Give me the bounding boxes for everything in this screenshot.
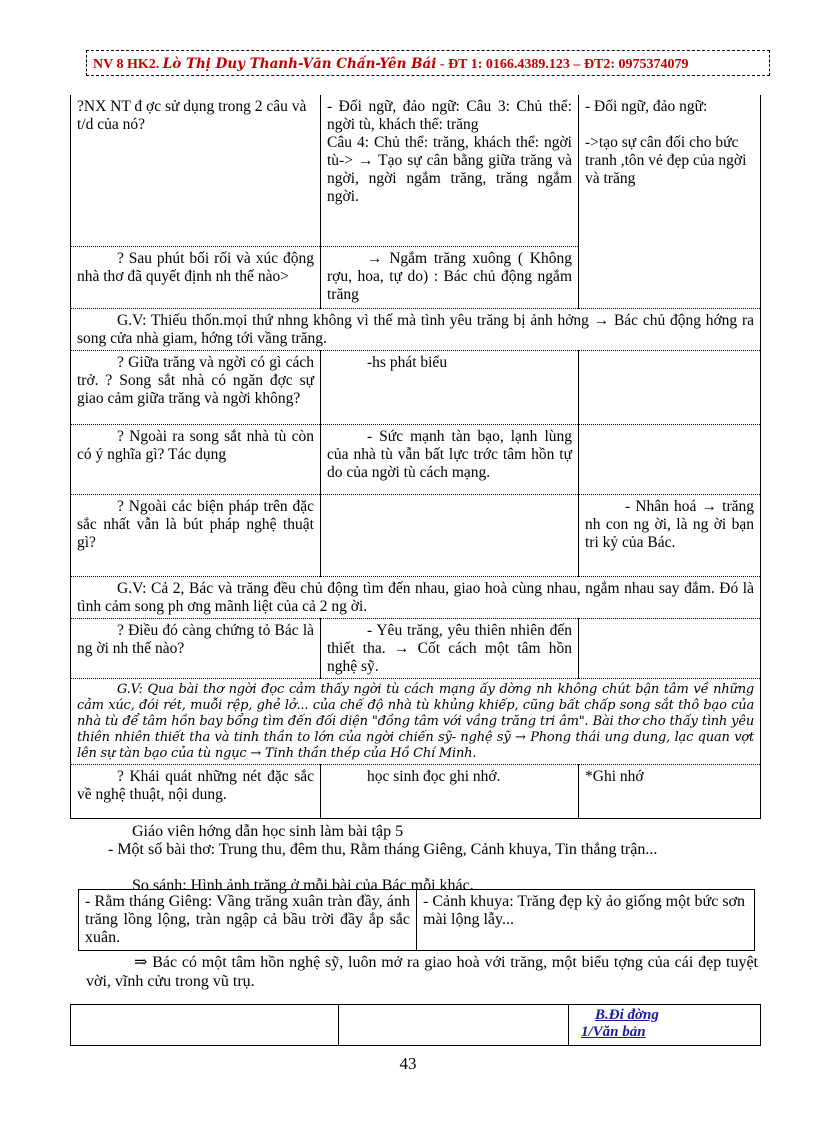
header-code: NV 8 HK2. [93,57,160,72]
table-row [71,424,761,494]
note-cell: *Ghi nhớ [579,764,761,818]
note-cell [579,350,761,424]
table-row [71,678,761,764]
note-cell [579,618,761,678]
compare-left: - Rằm tháng Giêng: Vầng trăng xuân tràn đầy, ánh trăng lồng lộng, tràn ngập cả bầu trời đầy ắp sắc xuân. [79,890,417,951]
empty-cell [339,1005,569,1046]
comparison-table [78,889,755,951]
table-row [71,350,761,424]
table-row [71,95,761,246]
table-row [71,618,761,678]
answer-cell: - Sức mạnh tàn bạo, lạnh lùng của nhà tù vẫn bất lực trớc tâm hồn tự do của ngời tù cách mạng. [321,424,579,494]
page-header [86,50,770,76]
compare-right: - Cảnh khuya: Trăng đẹp kỳ ảo giống một bức sơn mài lộng lẫy... [417,890,755,951]
question-cell: ? Ngoài ra song sắt nhà tù còn có ý nghĩa gì? Tác dụng [71,424,321,494]
table-row [71,764,761,818]
exercise-instruction: Giáo viên hớng dẫn học sinh làm bài tập 5 [132,823,404,840]
teacher-note: G.V: Thiếu thốn.mọi thứ nhng không vì thế mà tình yêu trăng bị ảnh hởng → Bác chủ động hớng ra song cửa nhà giam, hớng tới vầng trăng. [71,308,761,350]
page-number: 43 [399,1054,417,1073]
header-author: Lò Thị Duy Thanh-Văn Chấn-Yên Bái [162,56,437,72]
lesson-table [70,95,761,819]
header-phone1: - ĐT 1: 0166.4389.123 – [439,57,581,72]
poem-list: - Một số bài thơ: Trung thu, đêm thu, Rằm tháng Giêng, Cảnh khuya, Tin thắng trận... [108,841,658,858]
table-row [71,576,761,618]
answer-cell [321,494,579,576]
question-cell: ? Điều đó càng chứng tỏ Bác là ng ời nh thế nào? [71,618,321,678]
note-cell [579,424,761,494]
table-row [71,308,761,350]
answer-cell: - Đối ngữ, đảo ngữ: Câu 3: Chủ thể: ngời tù, khách thể: trăng Câu 4: Chủ thể: trăng, khách thể: ngời tù-> → Tạo sự cân bằng giữa trăng và ngời, ngời ngắm trăng, trăng ngắm ngời. [321,95,579,246]
header-phone2: ĐT2: 0975374079 [583,57,689,72]
comparison-intro: So sánh: Hình ảnh trăng ở mỗi bài của Bác mỗi khác. [132,877,474,894]
next-section-table [70,1004,761,1046]
conclusion: ⇒ Bác có một tâm hồn nghệ sỹ, luôn mở ra giao hoà với trăng, một biểu tợng của cái đẹp tuyệt vời, vĩnh cửu trong vũ trụ. [86,954,758,990]
section-title: B.Đi đờng [595,1007,659,1023]
question-cell: ? Khái quát những nét đặc sắc về nghệ thuật, nội dung. [71,764,321,818]
note-cell: - Đối ngữ, đảo ngữ: ->tạo sự cân đối cho bức tranh ,tôn vẻ đẹp của ngời và trăng [579,95,761,308]
empty-cell [71,1005,339,1046]
teacher-summary: G.V: Qua bài thơ ngời đọc cảm thấy ngời tù cách mạng ấy dờng nh không chút bận tâm về những cảm xúc, đói rét, muỗi rệp, ghẻ lở... của chế độ nhà tù khủng khiếp, cũng bất chấp song sắt thô bạo của nhà tù để tâm hồn bay bổng tìm đến đối diện "đồng tâm với vầng trăng tri âm". Bài thơ cho thấy tình yêu thiên nhiên thiết tha và tinh thần to lớn của ngời chiến sỹ- nghệ sỹ → Phong thái ung dung, lạc quan vợt lên sự tàn bạo của tù ngục → Tinh thần thép của Hồ Chí Minh. [71,678,761,764]
note-cell: - Nhân hoá → trăng nh con ng ời, là ng ời bạn tri kỷ của Bác. [579,494,761,576]
answer-cell: → Ngắm trăng xuông ( Không rợu, hoa, tự do) : Bác chủ động ngắm trăng [321,246,579,308]
table-row [71,494,761,576]
question-cell: ? Sau phút bối rối và xúc động nhà thơ đã quyết định nh thế nào> [71,246,321,308]
answer-cell: học sinh đọc ghi nhớ. [321,764,579,818]
section-subtitle: 1/Văn bản [581,1024,646,1040]
question-cell: ? Ngoài các biện pháp trên đặc sắc nhất vẫn là bút pháp nghệ thuật gì? [71,494,321,576]
question-cell: ?NX NT đ ợc sử dụng trong 2 câu và t/d của nó? [71,95,321,246]
answer-cell: -hs phát biểu [321,350,579,424]
teacher-note: G.V: Cả 2, Bác và trăng đều chủ động tìm đến nhau, giao hoà cùng nhau, ngắm nhau say đắm. Đó là tình cảm song ph ơng mãnh liệt của cả 2 ng ời. [71,576,761,618]
next-section-heading [569,1005,761,1046]
answer-cell: - Yêu trăng, yêu thiên nhiên đến thiết tha. → Cốt cách một tâm hồn nghệ sỹ. [321,618,579,678]
question-cell: ? Giữa trăng và ngời có gì cách trở. ? Song sắt nhà có ngăn đợc sự giao cảm giữa trăng và ngời không? [71,350,321,424]
